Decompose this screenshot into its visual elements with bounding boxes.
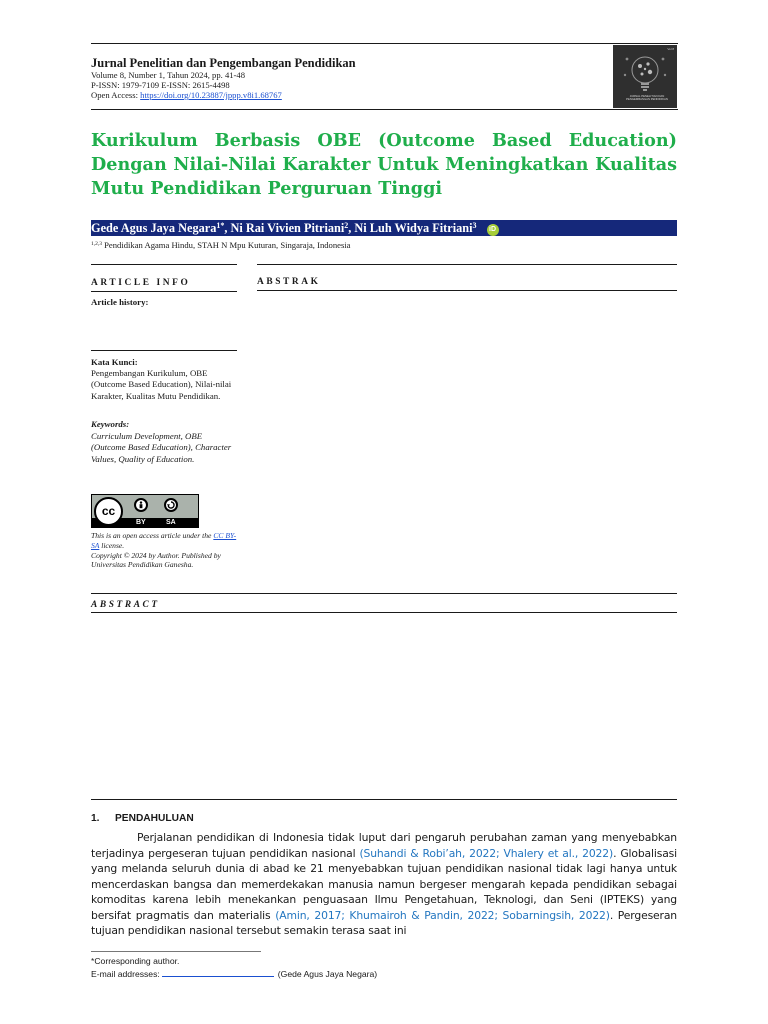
abstract-heading: ABSTRACT bbox=[91, 600, 160, 610]
by-person-icon bbox=[134, 498, 148, 512]
journal-name: Jurnal Penelitian dan Pengembangan Pendidikan bbox=[91, 56, 356, 70]
article-history-label: Article history: bbox=[91, 297, 149, 307]
section-title: PENDAHULUAN bbox=[115, 813, 194, 824]
section-heading bbox=[91, 812, 194, 825]
orcid-icon[interactable]: iD bbox=[487, 224, 499, 236]
author-name: Ni Rai Vivien Pitriani bbox=[230, 221, 345, 235]
cc-by-sa-badge[interactable] bbox=[91, 494, 199, 528]
cc-icon: cc bbox=[94, 497, 123, 526]
affiliation bbox=[91, 240, 351, 251]
author-sup: 3 bbox=[472, 221, 477, 230]
abstract-top-rule bbox=[91, 593, 677, 594]
body-paragraph bbox=[91, 830, 677, 939]
author-bar bbox=[91, 220, 677, 236]
author-name: Ni Luh Widya Fitriani bbox=[354, 221, 473, 235]
badge-by-label: BY bbox=[136, 519, 146, 526]
badge-sa-label: SA bbox=[166, 519, 176, 526]
email-owner: (Gede Agus Jaya Negara) bbox=[277, 969, 378, 979]
email-label: E-mail addresses: bbox=[91, 969, 160, 979]
license-text bbox=[91, 531, 241, 570]
journal-header bbox=[91, 56, 561, 100]
cover-title: JURNAL PENELITIAN DAN PENGEMBANGAN PENDIDIKAN bbox=[626, 94, 668, 101]
text-run: . Pergeseran tujuan pendidikan nasional tersebut semakin terasa saat ini bbox=[91, 908, 677, 937]
issn-line: P-ISSN: 1979-7109 E-ISSN: 2615-4498 bbox=[91, 80, 230, 90]
open-access-label: Open Access: bbox=[91, 90, 141, 100]
article-info-mid-rule bbox=[91, 291, 237, 292]
paragraph-1 bbox=[91, 830, 677, 939]
abstract-bottom-rule bbox=[91, 799, 677, 800]
author-separator: , bbox=[224, 221, 231, 235]
affiliation-sup: 1,2,3 bbox=[91, 241, 102, 247]
copyright-text: Copyright © 2024 by Author. Published by Universitas Pendidikan Ganesha. bbox=[91, 550, 221, 570]
article-history-rule bbox=[91, 350, 237, 351]
citation-link[interactable]: (Suhandi & Robi’ah, 2022; Vhalery et al., 2022) bbox=[359, 846, 614, 860]
email-link[interactable] bbox=[162, 968, 274, 977]
volume-line: Volume 8, Number 1, Tahun 2024, pp. 41-48 bbox=[91, 70, 245, 80]
keywords-label: Keywords: bbox=[91, 419, 130, 429]
article-title: Kurikulum Berbasis OBE (Outcome Based Education) Dengan Nilai-Nilai Karakter Untuk Meningkatkan Kualitas Mutu Pendidikan Perguruan Tinggi bbox=[91, 130, 677, 199]
author-sup: 2 bbox=[344, 221, 349, 230]
author-name: Gede Agus Jaya Negara bbox=[91, 221, 217, 235]
abstrak-top-rule bbox=[257, 264, 677, 265]
header-bottom-rule bbox=[91, 109, 678, 110]
abstract-mid-rule bbox=[91, 612, 677, 613]
abstrak-bottom-rule bbox=[257, 290, 677, 291]
author-sup: 1* bbox=[216, 221, 225, 230]
license-line: This is an open access article under the bbox=[91, 531, 214, 540]
abstrak-heading: ABSTRAK bbox=[257, 277, 321, 287]
citation-link[interactable]: (Amin, 2017; Khumairoh & Pandin, 2022; Sobarningsih, 2022) bbox=[275, 908, 610, 922]
open-access-line bbox=[91, 90, 561, 100]
keywords-text: Curriculum Development, OBE (Outcome Based Education), Character Values, Quality of Education. bbox=[91, 431, 232, 464]
license-line-end: license. bbox=[99, 540, 125, 550]
article-info-top-rule bbox=[91, 264, 237, 265]
cover-volume-tag: Vol 8 bbox=[667, 47, 674, 51]
kata-kunci-label: Kata Kunci: bbox=[91, 357, 138, 367]
affiliation-text: Pendidikan Agama Hindu, STAH N Mpu Kuturan, Singaraja, Indonesia bbox=[102, 240, 351, 250]
article-info-heading: ARTICLE INFO bbox=[91, 278, 191, 288]
email-line bbox=[91, 968, 377, 980]
sa-share-alike-icon bbox=[164, 498, 178, 512]
corresponding-author-note: *Corresponding author. bbox=[91, 956, 180, 966]
author-separator: , bbox=[348, 221, 355, 235]
section-number: 1. bbox=[91, 813, 100, 824]
text-run: Perjalanan pendidikan di Indonesia tidak luput dari pengaruh perubahan zaman yang menyebabkan terjadinya pergeseran tujuan pendidikan nasional bbox=[91, 831, 677, 860]
header-top-rule bbox=[91, 43, 678, 44]
text-run: . Globalisasi yang melanda seluruh dunia di abad ke 21 menyebabkan tujuan pendidikan nasional tidak lagi hanya untuk mencerdaskan bangsa dan memerdekakan manusia namun bergeser mengarah kepada pendidikan sebagai komoditas karena lebih menekankan penguasaan Ilmu Pengetahuan, Teknologi, dan Seni (IPTEKS) yang bersifat pragmatis dan materialis bbox=[91, 846, 677, 922]
doi-link[interactable]: https://doi.org/10.23887/jppp.v8i1.68767 bbox=[140, 90, 282, 100]
kata-kunci-text: Pengembangan Kurikulum, OBE (Outcome Based Education), Nilai-nilai Karakter, Kualitas Mutu Pendidikan. bbox=[91, 368, 232, 401]
journal-cover-image bbox=[613, 45, 677, 108]
cc-by-sa-link[interactable]: CC BY-SA bbox=[91, 531, 237, 550]
footnote-rule bbox=[91, 951, 261, 952]
